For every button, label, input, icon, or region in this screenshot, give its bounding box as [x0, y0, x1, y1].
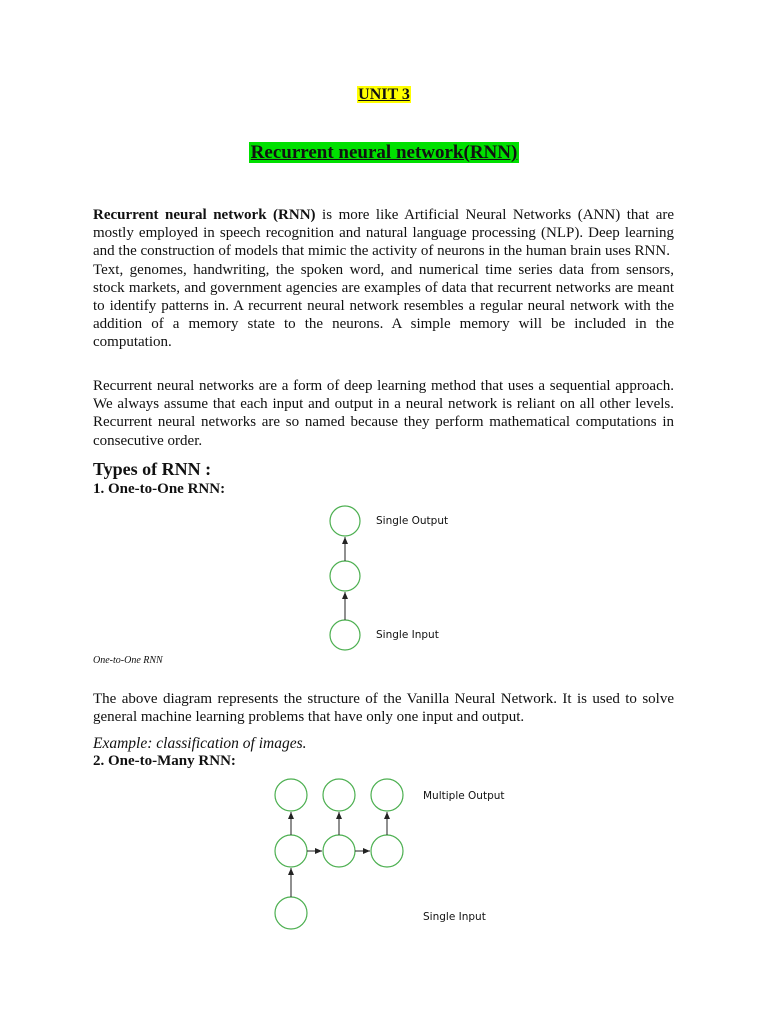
page-title: Recurrent neural network(RNN) — [250, 142, 518, 163]
output-node — [330, 506, 360, 536]
output-node — [323, 779, 355, 811]
rnn-term: Recurrent neural network (RNN) — [93, 207, 316, 223]
hidden-node — [275, 835, 307, 867]
single-input-label: Single Input — [423, 911, 486, 923]
output-node — [275, 779, 307, 811]
sequential-paragraph: Recurrent neural networks are a form of deep learning method that uses a sequential approach. We always assume that each input and output in a neural network is reliant on all other levels. Recurrent neural networks are so named because they perform mathematical computations in consecutive order. — [93, 378, 674, 449]
one-to-one-heading: 1. One-to-One RNN: — [93, 481, 226, 497]
single-output-label: Single Output — [376, 515, 449, 527]
one-to-one-caption: One-to-One RNN — [93, 655, 163, 666]
hidden-node — [371, 835, 403, 867]
one-to-many-diagram — [275, 779, 505, 929]
types-heading: Types of RNN : — [93, 459, 212, 479]
unit-heading: UNIT 3 — [358, 86, 410, 103]
example-text: Example: classification of images. — [93, 735, 307, 752]
intro-text: is more like Artificial Neural Networks (ANN) that are mostly employed in speech recognition and natural language processing (NLP). Deep learning and the construction of models that mimic the activity of neurons in the human brain uses RNN. — [93, 207, 675, 260]
one-to-one-diagram — [330, 506, 448, 650]
hidden-node — [323, 835, 355, 867]
hidden-node — [330, 561, 360, 591]
one-to-many-heading: 2. One-to-Many RNN: — [93, 753, 236, 769]
multiple-output-label: Multiple Output — [423, 790, 505, 802]
output-node — [371, 779, 403, 811]
intro-text-b: Text, genomes, handwriting, the spoken word, and numerical time series data from sensors, stock markets, and government agencies are examples of data that recurrent networks are meant to identify patterns in. A recurrent neural network resembles a regular neural network with the addition of a memory state to the neurons. A simple memory will be included in the computation. — [93, 261, 674, 351]
input-node — [330, 620, 360, 650]
vanilla-paragraph: The above diagram represents the structure of the Vanilla Neural Network. It is used to solve general machine learning problems that have only one input and output. — [93, 691, 674, 726]
single-input-label: Single Input — [376, 629, 439, 641]
input-node — [275, 897, 307, 929]
